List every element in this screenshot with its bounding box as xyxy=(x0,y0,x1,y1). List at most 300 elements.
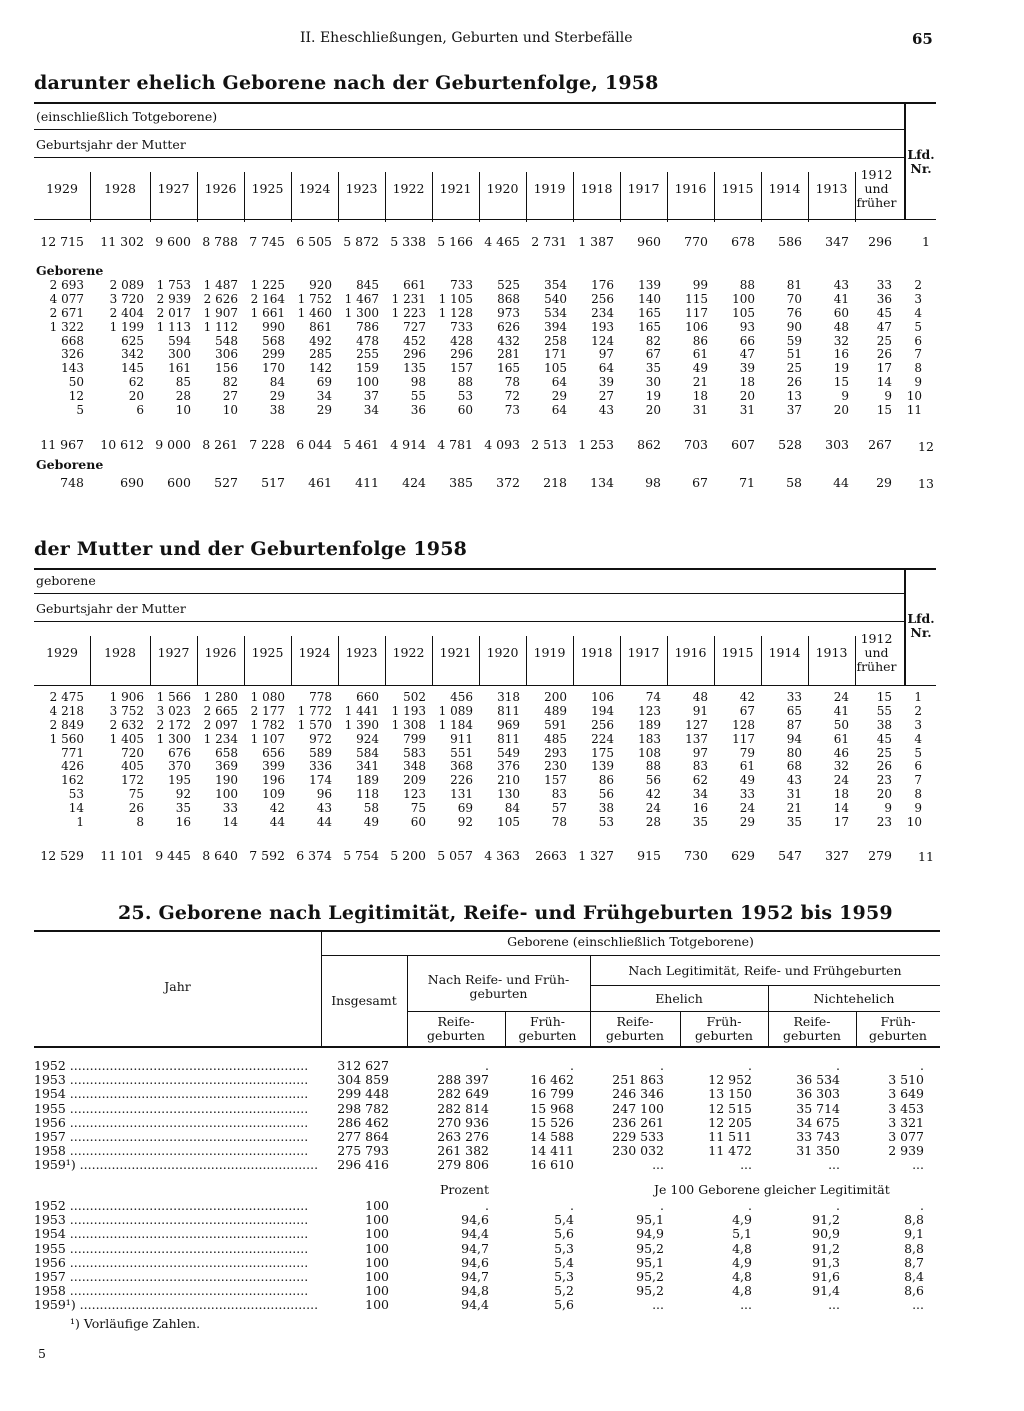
table-cell: 2 626 xyxy=(203,291,238,306)
table-cell: 303 xyxy=(825,437,849,452)
year-header-cell: 1920 xyxy=(486,645,519,660)
table-cell: 44 xyxy=(833,475,849,490)
table-cell: 34 xyxy=(363,403,379,418)
column-divider xyxy=(432,636,433,686)
table-cell: 1 308 xyxy=(391,717,426,732)
table-cell: 394 xyxy=(544,319,567,334)
table-cell: 196 xyxy=(262,773,285,788)
year-header-cell: 1917 xyxy=(627,645,660,660)
table-cell: 117 xyxy=(685,305,708,320)
table-cell: 517 xyxy=(261,475,285,490)
table-cell: 2 939 xyxy=(156,291,191,306)
table-cell: 568 xyxy=(262,333,285,348)
table-cell: 79 xyxy=(739,745,755,760)
table-cell: 67 xyxy=(645,347,661,362)
table-cell: 3 510 xyxy=(888,1072,924,1088)
table-cell: 38 xyxy=(598,801,614,816)
table-cell: 30 xyxy=(645,375,661,390)
table-cell: 1 487 xyxy=(203,278,238,292)
table-cell: 771 xyxy=(61,745,84,760)
table-cell: 1 460 xyxy=(297,305,332,320)
table-cell: 668 xyxy=(61,333,84,348)
table-cell: 534 xyxy=(544,305,567,320)
table-cell: 370 xyxy=(168,759,191,774)
table-cell: 32 xyxy=(833,333,849,348)
table-cell: 16 xyxy=(692,801,708,816)
year-header-cell: 1917 xyxy=(627,181,660,196)
table-cell: 14 xyxy=(222,815,238,830)
year-header-cell: 1918 xyxy=(580,181,613,196)
table25-col-top: Geborene (einschließlich Totgeborene) xyxy=(507,934,754,949)
table-cell: 36 xyxy=(876,291,892,306)
table-cell: 100 xyxy=(365,1297,389,1313)
table25-col-nichtehelich: Nichtehelich xyxy=(813,991,895,1006)
table-cell: 224 xyxy=(591,731,614,746)
table-cell: 2 475 xyxy=(49,690,84,704)
table-cell: 25 xyxy=(786,361,802,376)
table-cell: 26 xyxy=(786,375,802,390)
table25-col-frueh-1: Früh- geburten xyxy=(518,1014,577,1043)
table-cell: 1 566 xyxy=(156,690,191,704)
table-cell: 12 952 xyxy=(708,1072,752,1088)
table-cell: 31 xyxy=(739,403,755,418)
table-cell: 95,1 xyxy=(636,1254,664,1270)
table-cell: 100 xyxy=(215,787,238,802)
table-cell: ... xyxy=(912,1297,924,1313)
column-divider xyxy=(620,636,621,686)
table-cell: 368 xyxy=(450,759,473,774)
table-cell: 100 xyxy=(365,1198,389,1213)
table-cell: 33 xyxy=(739,787,755,802)
table-cell: 37 xyxy=(786,403,802,418)
table-cell: 385 xyxy=(449,475,473,490)
table-cell: 106 xyxy=(685,319,708,334)
table-cell: 660 xyxy=(356,690,379,704)
table-cell: 452 xyxy=(403,333,426,348)
year-header-cell: 1919 xyxy=(533,181,566,196)
table-cell: 74 xyxy=(645,690,661,704)
table-cell: 20 xyxy=(876,787,892,802)
table-cell: 527 xyxy=(214,475,238,490)
year-header-cell: 1921 xyxy=(439,181,472,196)
table-cell: 786 xyxy=(356,319,379,334)
table-cell: 209 xyxy=(403,773,426,788)
table-cell: 405 xyxy=(121,759,144,774)
section1-row-13 xyxy=(34,475,898,490)
table-cell: 492 xyxy=(309,333,332,348)
table-cell: 281 xyxy=(497,347,520,362)
section2-title: der Mutter und der Geburtenfolge 1958 xyxy=(34,538,468,560)
table-cell: 2 665 xyxy=(203,703,238,718)
table-cell: 190 xyxy=(215,773,238,788)
table-cell: 88 xyxy=(645,759,661,774)
table-cell: 300 xyxy=(168,347,191,362)
table-cell: 29 xyxy=(269,389,285,404)
table25-percent-rows xyxy=(34,1199,940,1313)
table-cell: 82 xyxy=(645,333,661,348)
table-cell: 347 xyxy=(825,234,849,249)
table-cell: 94,6 xyxy=(461,1212,489,1228)
table-cell: 5,3 xyxy=(554,1240,574,1256)
column-divider xyxy=(620,172,621,222)
table-cell: 94,7 xyxy=(461,1268,489,1284)
column-divider xyxy=(291,636,292,686)
row-number: 10 xyxy=(906,389,922,404)
table-cell: 33 xyxy=(786,690,802,704)
table-row xyxy=(34,788,922,802)
table-cell: 226 xyxy=(450,773,473,788)
table-cell: 1 xyxy=(76,815,84,830)
table-cell: 1 107 xyxy=(250,731,285,746)
table-cell: 748 xyxy=(60,475,84,490)
table-cell: 65 xyxy=(786,703,802,718)
table-cell: 1 906 xyxy=(109,690,144,704)
table-cell: 115 xyxy=(685,291,708,306)
table-cell: 230 xyxy=(544,759,567,774)
table-row xyxy=(34,1199,940,1213)
table-cell: 19 xyxy=(645,389,661,404)
table-cell: 20 xyxy=(833,403,849,418)
table-cell: 35 xyxy=(175,801,191,816)
table-cell: 39 xyxy=(739,361,755,376)
table-cell: . xyxy=(920,1198,924,1213)
table-cell: 296 xyxy=(868,234,892,249)
table-cell: 87 xyxy=(786,717,802,732)
table-row xyxy=(34,747,922,761)
column-divider xyxy=(150,172,151,222)
table-cell: 246 346 xyxy=(612,1086,664,1102)
table-cell: 33 xyxy=(222,801,238,816)
rule xyxy=(590,985,940,986)
table-cell: 94,8 xyxy=(461,1283,489,1299)
year-header-cell: 1922 xyxy=(392,645,425,660)
table-cell: 969 xyxy=(497,717,520,732)
table-cell: 80 xyxy=(786,745,802,760)
table-cell: 139 xyxy=(591,759,614,774)
year-label: 1953 ............................................................ xyxy=(34,1213,309,1228)
column-divider xyxy=(479,172,480,222)
table-cell: 135 xyxy=(403,361,426,376)
table-cell: 267 xyxy=(868,437,892,452)
table-cell: 733 xyxy=(450,278,473,292)
table-cell: 911 xyxy=(450,731,473,746)
table-cell: 2 089 xyxy=(109,278,144,292)
table-row xyxy=(34,376,922,390)
table-cell: 4 781 xyxy=(437,437,473,452)
table-cell: 5,1 xyxy=(732,1226,752,1242)
year-header-cell: 1926 xyxy=(204,645,237,660)
table-cell: 369 xyxy=(215,759,238,774)
section2-data-grid xyxy=(34,691,922,830)
table-cell: 42 xyxy=(269,801,285,816)
column-divider xyxy=(479,636,480,686)
year-label: 1957 ............................................................ xyxy=(34,1129,309,1144)
table-cell: 1 105 xyxy=(438,291,473,306)
table-cell: 47 xyxy=(876,319,892,334)
table-cell: . xyxy=(660,1198,664,1213)
table-cell: 5,4 xyxy=(554,1254,574,1270)
table-cell: 1 128 xyxy=(438,305,473,320)
table-cell: 589 xyxy=(309,745,332,760)
table-cell: 210 xyxy=(497,773,520,788)
table-cell: 1 089 xyxy=(438,703,473,718)
table-cell: 51 xyxy=(786,347,802,362)
table-cell: 106 xyxy=(591,690,614,704)
table-row xyxy=(34,362,922,376)
table-cell: 165 xyxy=(497,361,520,376)
table-cell: . xyxy=(660,1058,664,1073)
table-cell: 100 xyxy=(732,291,755,306)
table-cell: 98 xyxy=(410,375,426,390)
table-cell: 95,2 xyxy=(636,1268,664,1284)
table-cell: 15 xyxy=(876,690,892,704)
column-divider xyxy=(667,636,668,686)
table-cell: 44 xyxy=(269,815,285,830)
table-cell: 88 xyxy=(457,375,473,390)
table-cell: 75 xyxy=(410,801,426,816)
table-cell: 2 731 xyxy=(531,234,567,249)
table-cell: 11 511 xyxy=(708,1128,752,1144)
table-cell: 3 649 xyxy=(888,1086,924,1102)
table-cell: 7 228 xyxy=(249,437,285,452)
table-cell: . xyxy=(836,1058,840,1073)
table-cell: 11 302 xyxy=(100,234,144,249)
table-cell: 14 588 xyxy=(530,1128,574,1144)
table-cell: 5 338 xyxy=(390,234,426,249)
year-label: 1953 ............................................................ xyxy=(34,1073,309,1088)
year-label: 1959¹) ............................................................ xyxy=(34,1158,319,1173)
table-cell: . xyxy=(836,1198,840,1213)
year-header-cell: 1915 xyxy=(721,645,754,660)
table-cell: 1 300 xyxy=(156,731,191,746)
row-number: 8 xyxy=(914,787,922,802)
table-cell: 811 xyxy=(497,703,520,718)
table-cell: 131 xyxy=(450,787,473,802)
column-divider xyxy=(667,172,668,222)
table-cell: 140 xyxy=(638,291,661,306)
table-cell: ... xyxy=(652,1157,664,1173)
table-cell: 1 253 xyxy=(578,437,614,452)
table-cell: 14 411 xyxy=(530,1143,574,1159)
table-cell: 24 xyxy=(833,773,849,788)
table-cell: 12 715 xyxy=(40,234,84,249)
table-row xyxy=(34,1298,940,1312)
rule xyxy=(34,102,936,104)
table-row xyxy=(34,1073,940,1087)
table-cell: 42 xyxy=(739,690,755,704)
table-cell: 60 xyxy=(457,403,473,418)
section1-sub-label: Geborene xyxy=(36,263,104,278)
table-cell: 91,6 xyxy=(812,1268,840,1284)
table-cell: 94 xyxy=(786,731,802,746)
rule xyxy=(34,568,936,570)
table-cell: 31 xyxy=(692,403,708,418)
table-cell: 915 xyxy=(637,848,661,863)
year-header-cell: 1929 xyxy=(46,181,78,196)
row-number: 5 xyxy=(914,319,922,334)
table-cell: 1 113 xyxy=(156,319,191,334)
table-cell: . xyxy=(485,1198,489,1213)
table25-col-frueh-2: Früh- geburten xyxy=(695,1014,753,1043)
section1-lfd-label: Lfd. Nr. xyxy=(907,147,935,176)
year-label: 1952 ............................................................ xyxy=(34,1059,309,1073)
table-cell: 676 xyxy=(168,745,191,760)
table-cell: 2 513 xyxy=(531,437,567,452)
table-cell: 862 xyxy=(637,437,661,452)
table-cell: 12 529 xyxy=(40,848,84,863)
table-cell: 1 280 xyxy=(203,690,238,704)
section1-row13-nr: 13 xyxy=(918,476,934,491)
table-cell: 161 xyxy=(168,361,191,376)
table-cell: 607 xyxy=(731,437,755,452)
table-cell: 2 693 xyxy=(49,278,84,292)
table-cell: 25 xyxy=(876,745,892,760)
table-cell: 5 xyxy=(76,403,84,418)
table-cell: 29 xyxy=(876,475,892,490)
column-divider xyxy=(573,172,574,222)
table-cell: 1 752 xyxy=(297,291,332,306)
rule xyxy=(34,129,904,130)
table-cell: 770 xyxy=(684,234,708,249)
table-cell: 100 xyxy=(356,375,379,390)
table-cell: 2 849 xyxy=(49,717,84,732)
year-header-cell: 1928 xyxy=(104,181,136,196)
table-cell: 123 xyxy=(403,787,426,802)
table-cell: 81 xyxy=(786,278,802,292)
table-cell: 17 xyxy=(876,361,892,376)
rule xyxy=(34,593,904,594)
table-cell: 39 xyxy=(598,375,614,390)
table-cell: 157 xyxy=(450,361,473,376)
table-cell: 91,2 xyxy=(812,1212,840,1228)
year-header-cell: 1923 xyxy=(345,645,378,660)
table-cell: 43 xyxy=(316,801,332,816)
table-cell: 11 967 xyxy=(40,437,84,452)
table-cell: 176 xyxy=(591,278,614,292)
table-cell: 18 xyxy=(692,389,708,404)
table-cell: 261 382 xyxy=(437,1143,489,1159)
column-divider xyxy=(90,172,91,222)
table-cell: 1 225 xyxy=(250,278,285,292)
table-cell: 189 xyxy=(638,717,661,732)
row-number: 3 xyxy=(914,717,922,732)
table-cell: 100 xyxy=(365,1240,389,1256)
table-cell: 282 649 xyxy=(437,1086,489,1102)
table-cell: 55 xyxy=(876,703,892,718)
year-label: 1955 ............................................................ xyxy=(34,1241,309,1256)
table-cell: 183 xyxy=(638,731,661,746)
table-cell: 2 671 xyxy=(49,305,84,320)
column-divider xyxy=(150,636,151,686)
year-header-cell: 1928 xyxy=(104,645,136,660)
table-cell: 123 xyxy=(638,703,661,718)
row-number: 11 xyxy=(906,403,922,418)
table-cell: 15 xyxy=(876,403,892,418)
table-cell: 799 xyxy=(403,731,426,746)
column-divider xyxy=(197,172,198,222)
table-cell: 229 533 xyxy=(612,1128,664,1144)
column-divider xyxy=(808,172,809,222)
table-cell: 91,4 xyxy=(812,1283,840,1299)
table-cell: 82 xyxy=(222,375,238,390)
table-cell: 1 782 xyxy=(250,717,285,732)
table-cell: 600 xyxy=(167,475,191,490)
table-cell: 170 xyxy=(262,361,285,376)
table-cell: 678 xyxy=(731,234,755,249)
table-cell: 299 448 xyxy=(337,1086,389,1102)
table-cell: 1 080 xyxy=(250,690,285,704)
table-cell: 43 xyxy=(833,278,849,292)
table-cell: 1 390 xyxy=(344,717,379,732)
table-cell: 15 xyxy=(833,375,849,390)
table-cell: 12 xyxy=(68,389,84,404)
row-number: 4 xyxy=(914,305,922,320)
table-cell: 35 xyxy=(692,815,708,830)
table-cell: 15 968 xyxy=(530,1100,574,1116)
table-cell: 5 166 xyxy=(437,234,473,249)
table-row xyxy=(34,816,922,830)
table-cell: 159 xyxy=(356,361,379,376)
table-cell: 549 xyxy=(497,745,520,760)
table-cell: 45 xyxy=(876,731,892,746)
table-cell: 42 xyxy=(645,787,661,802)
table-cell: 72 xyxy=(504,389,520,404)
table-cell: 298 782 xyxy=(337,1100,389,1116)
table-cell: 11 101 xyxy=(100,848,144,863)
column-divider xyxy=(526,636,527,686)
table-cell: 2 017 xyxy=(156,305,191,320)
table-cell: 75 xyxy=(128,787,144,802)
table-cell: 4,8 xyxy=(732,1240,752,1256)
year-header-cell: 1923 xyxy=(345,181,378,196)
section1-sub-label-2: Geborene xyxy=(36,457,104,472)
table-cell: 296 xyxy=(450,347,473,362)
table-cell: 57 xyxy=(551,801,567,816)
table-row xyxy=(34,404,922,418)
row-number: 1 xyxy=(914,690,922,704)
column-divider xyxy=(197,636,198,686)
table-cell: 165 xyxy=(638,305,661,320)
table-cell: 1 193 xyxy=(391,703,426,718)
table-cell: 60 xyxy=(410,815,426,830)
table-cell: 84 xyxy=(504,801,520,816)
table-cell: 55 xyxy=(410,389,426,404)
table-cell: 70 xyxy=(786,291,802,306)
table-cell: 432 xyxy=(497,333,520,348)
table-cell: 5 057 xyxy=(437,848,473,863)
year-header-cell: 1925 xyxy=(251,181,284,196)
table-cell: 100 xyxy=(365,1254,389,1270)
table-cell: 318 xyxy=(497,690,520,704)
table-cell: 100 xyxy=(365,1212,389,1228)
table-cell: 85 xyxy=(175,375,191,390)
year-label: 1958 ............................................................ xyxy=(34,1284,309,1299)
year-header-cell: 1918 xyxy=(580,645,613,660)
section2-total-nr: 11 xyxy=(918,849,934,864)
table-cell: 8 788 xyxy=(202,234,238,249)
table-cell: 2 164 xyxy=(250,291,285,306)
table-cell: 583 xyxy=(403,745,426,760)
table-cell: 142 xyxy=(309,361,332,376)
table-cell: 78 xyxy=(504,375,520,390)
table-cell: 25 xyxy=(876,333,892,348)
section1-subtitle: (einschließlich Totgeborene) xyxy=(36,109,218,124)
row-number: 4 xyxy=(914,731,922,746)
table-cell: 8 261 xyxy=(202,437,238,452)
page-foot-number: 5 xyxy=(38,1346,46,1361)
table-cell: 625 xyxy=(121,333,144,348)
table-cell: 64 xyxy=(551,403,567,418)
